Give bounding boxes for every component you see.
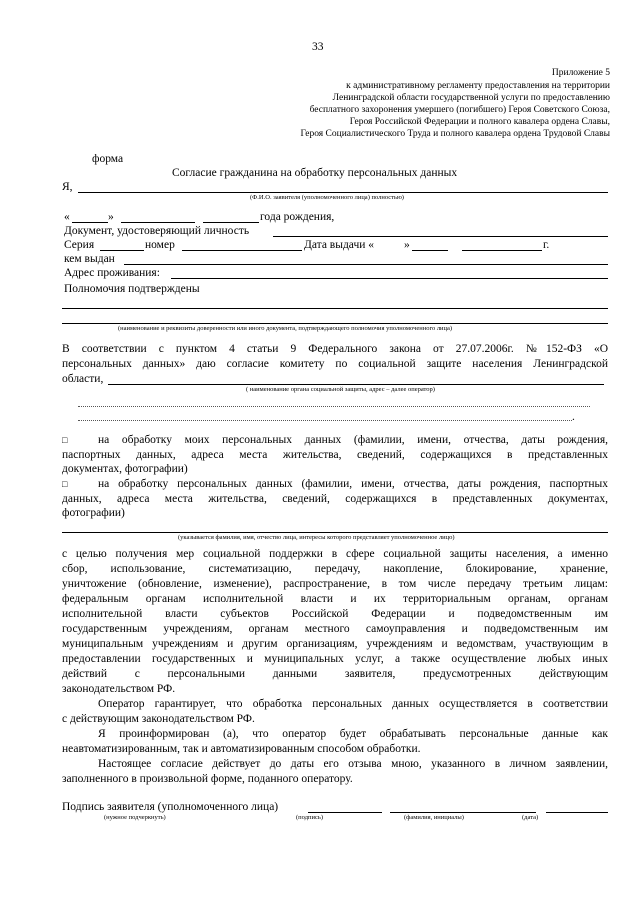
informed-line: Я проинформирован (а), что оператор будет обрабатывать персональные данные как <box>98 728 608 740</box>
document-title: Согласие гражданина на обработку персональных данных <box>172 167 458 179</box>
appendix-line: бесплатного захоронения умершего (погибшего) Героя Советского Союза, <box>309 105 610 115</box>
operator-field-line[interactable] <box>78 420 572 421</box>
number-label: номер <box>145 239 175 251</box>
issued-by-field[interactable] <box>124 264 608 265</box>
issue-date-label: Дата выдачи « <box>304 239 375 251</box>
authority-caption: (наименование и реквизиты доверенности или иного документа, подтверждающего полномочия уполномоченного лица) <box>118 325 453 332</box>
option2-checkbox[interactable]: □ <box>62 479 68 489</box>
option2-line: данных, адреса места жительства, сведений, содержащихся в представленных документах, <box>62 493 608 505</box>
consent-intro-line: области, <box>62 373 104 385</box>
option2-line: на обработку персональных данных (фамилии, имени, отчества, даты рождения, паспортных <box>98 478 608 490</box>
represented-person-caption: (указывается фамилия, имя, отчество лица, интересы которого представляет уполномоченное лицо) <box>178 534 455 541</box>
ya-label: Я, <box>62 181 73 193</box>
operator-caption: ( наименование органа социальной защиты, адрес – далее оператор) <box>246 386 435 393</box>
form-label: форма <box>92 153 124 165</box>
operator-field-line[interactable] <box>78 406 590 407</box>
year-suffix: г. <box>543 239 550 251</box>
birth-month-field[interactable] <box>121 222 195 223</box>
fio-field-line[interactable] <box>78 192 608 193</box>
option1-line: паспортных данных, адреса места жительства, сведений, содержащихся в представленных <box>62 449 608 461</box>
caption-signature: (подпись) <box>296 814 323 821</box>
name-initials-field[interactable] <box>390 812 536 813</box>
informed-line: неавтоматизированным, так и автоматизированным способом обработки. <box>62 743 421 755</box>
series-field[interactable] <box>100 250 144 251</box>
option1-line: на обработку моих персональных данных (фамилии, имени, отчества, даты рождения, <box>98 434 608 446</box>
date-close-quote: » <box>108 211 114 223</box>
number-field[interactable] <box>182 250 302 251</box>
appendix-line: к административному регламенту предоставления на территории <box>346 81 610 91</box>
purpose-line: муниципальным учреждениям и другим организациям, учреждениям и ведомствам, участвующим в <box>62 638 608 650</box>
date-field[interactable] <box>546 812 608 813</box>
caption-date: (дата) <box>522 814 539 821</box>
appendix-title: Приложение 5 <box>551 68 610 78</box>
guarantee-line: с действующим законодательством РФ. <box>62 713 255 725</box>
series-label: Серия <box>64 239 95 251</box>
authority-field-line[interactable] <box>62 323 608 324</box>
option1-checkbox[interactable]: □ <box>62 435 68 445</box>
address-label: Адрес проживания: <box>64 267 160 279</box>
caption-name: (фамилия, инициалы) <box>404 814 464 821</box>
authority-field-line[interactable] <box>62 308 608 309</box>
page-number: 33 <box>312 41 324 53</box>
consent-intro-line: В соответствии с пунктом 4 статьи 9 Федерального закона от 27.07.2006г. №152-ФЗ «О <box>62 343 608 355</box>
option2-line: фотографии) <box>62 507 125 519</box>
represented-person-field[interactable] <box>62 532 608 533</box>
authority-label: Полномочия подтверждены <box>64 283 200 295</box>
appendix-line: Героя Социалистического Труда и полного кавалера ордена Трудовой Славы <box>300 129 610 139</box>
date-open-quote: « <box>64 211 70 223</box>
purpose-line: действий с персональными данными заявителя, предусмотренных действующим <box>62 668 608 680</box>
id-document-label: Документ, удостоверяющий личность <box>64 225 250 237</box>
purpose-line: уничтожение (обновление, изменение), распространение, в том числе передачу третьим лицам: <box>62 578 608 590</box>
trailing-dot: . <box>572 411 575 423</box>
issued-by-label: кем выдан <box>64 253 115 265</box>
signature-field[interactable] <box>308 812 382 813</box>
purpose-line: государственным учреждениям, органам местного самоуправления и подведомственным им <box>62 623 608 635</box>
appendix-line: Ленинградской области государственной услуги по предоставлению <box>332 93 610 103</box>
appendix-line: Героя Российской Федерации и полного кавалера ордена Славы, <box>349 117 610 127</box>
consent-intro-line: персональных данных» даю согласие комитету по социальной защите населения Ленинградской <box>62 358 608 370</box>
purpose-line: исполнительной власти субъектов Российской Федерации и подведомственным им <box>62 608 608 620</box>
issue-date-close-quote: » <box>404 239 410 251</box>
birth-year-label: года рождения, <box>260 211 335 223</box>
birth-year-field[interactable] <box>203 222 259 223</box>
validity-line: Настоящее согласие действует до даты его отзыва мною, указанного в личном заявлении, <box>98 758 608 770</box>
id-document-field[interactable] <box>273 236 608 237</box>
issue-month-field[interactable] <box>412 250 448 251</box>
validity-line: заполненного в произвольной форме, поданного оператору. <box>62 773 353 785</box>
caption-underline: (нужное подчеркнуть) <box>104 814 166 821</box>
operator-field[interactable] <box>108 384 604 385</box>
purpose-line: сбор, использование, систематизацию, передачу, накопление, блокирование, хранение, <box>62 563 608 575</box>
birth-day-field[interactable] <box>72 222 108 223</box>
option1-line: документах, фотографии) <box>62 463 188 475</box>
purpose-line: федеральным органам исполнительной власти и их территориальным органам, органам <box>62 593 608 605</box>
signature-label: Подпись заявителя (уполномоченного лица) <box>62 801 279 813</box>
guarantee-line: Оператор гарантирует, что обработка персональных данных осуществляется в соответствии <box>98 698 608 710</box>
purpose-line: предоставлении государственных и муниципальных услуг, а также осуществление любых иных <box>62 653 608 665</box>
address-field[interactable] <box>171 278 608 279</box>
fio-caption: (Ф.И.О. заявителя (уполномоченного лица) полностью) <box>250 194 404 201</box>
purpose-line: с целью получения мер социальной поддержки в сфере социальной защиты населения, а именно <box>62 548 608 560</box>
issue-year-field[interactable] <box>462 250 542 251</box>
purpose-line: законодательством РФ. <box>62 683 176 695</box>
